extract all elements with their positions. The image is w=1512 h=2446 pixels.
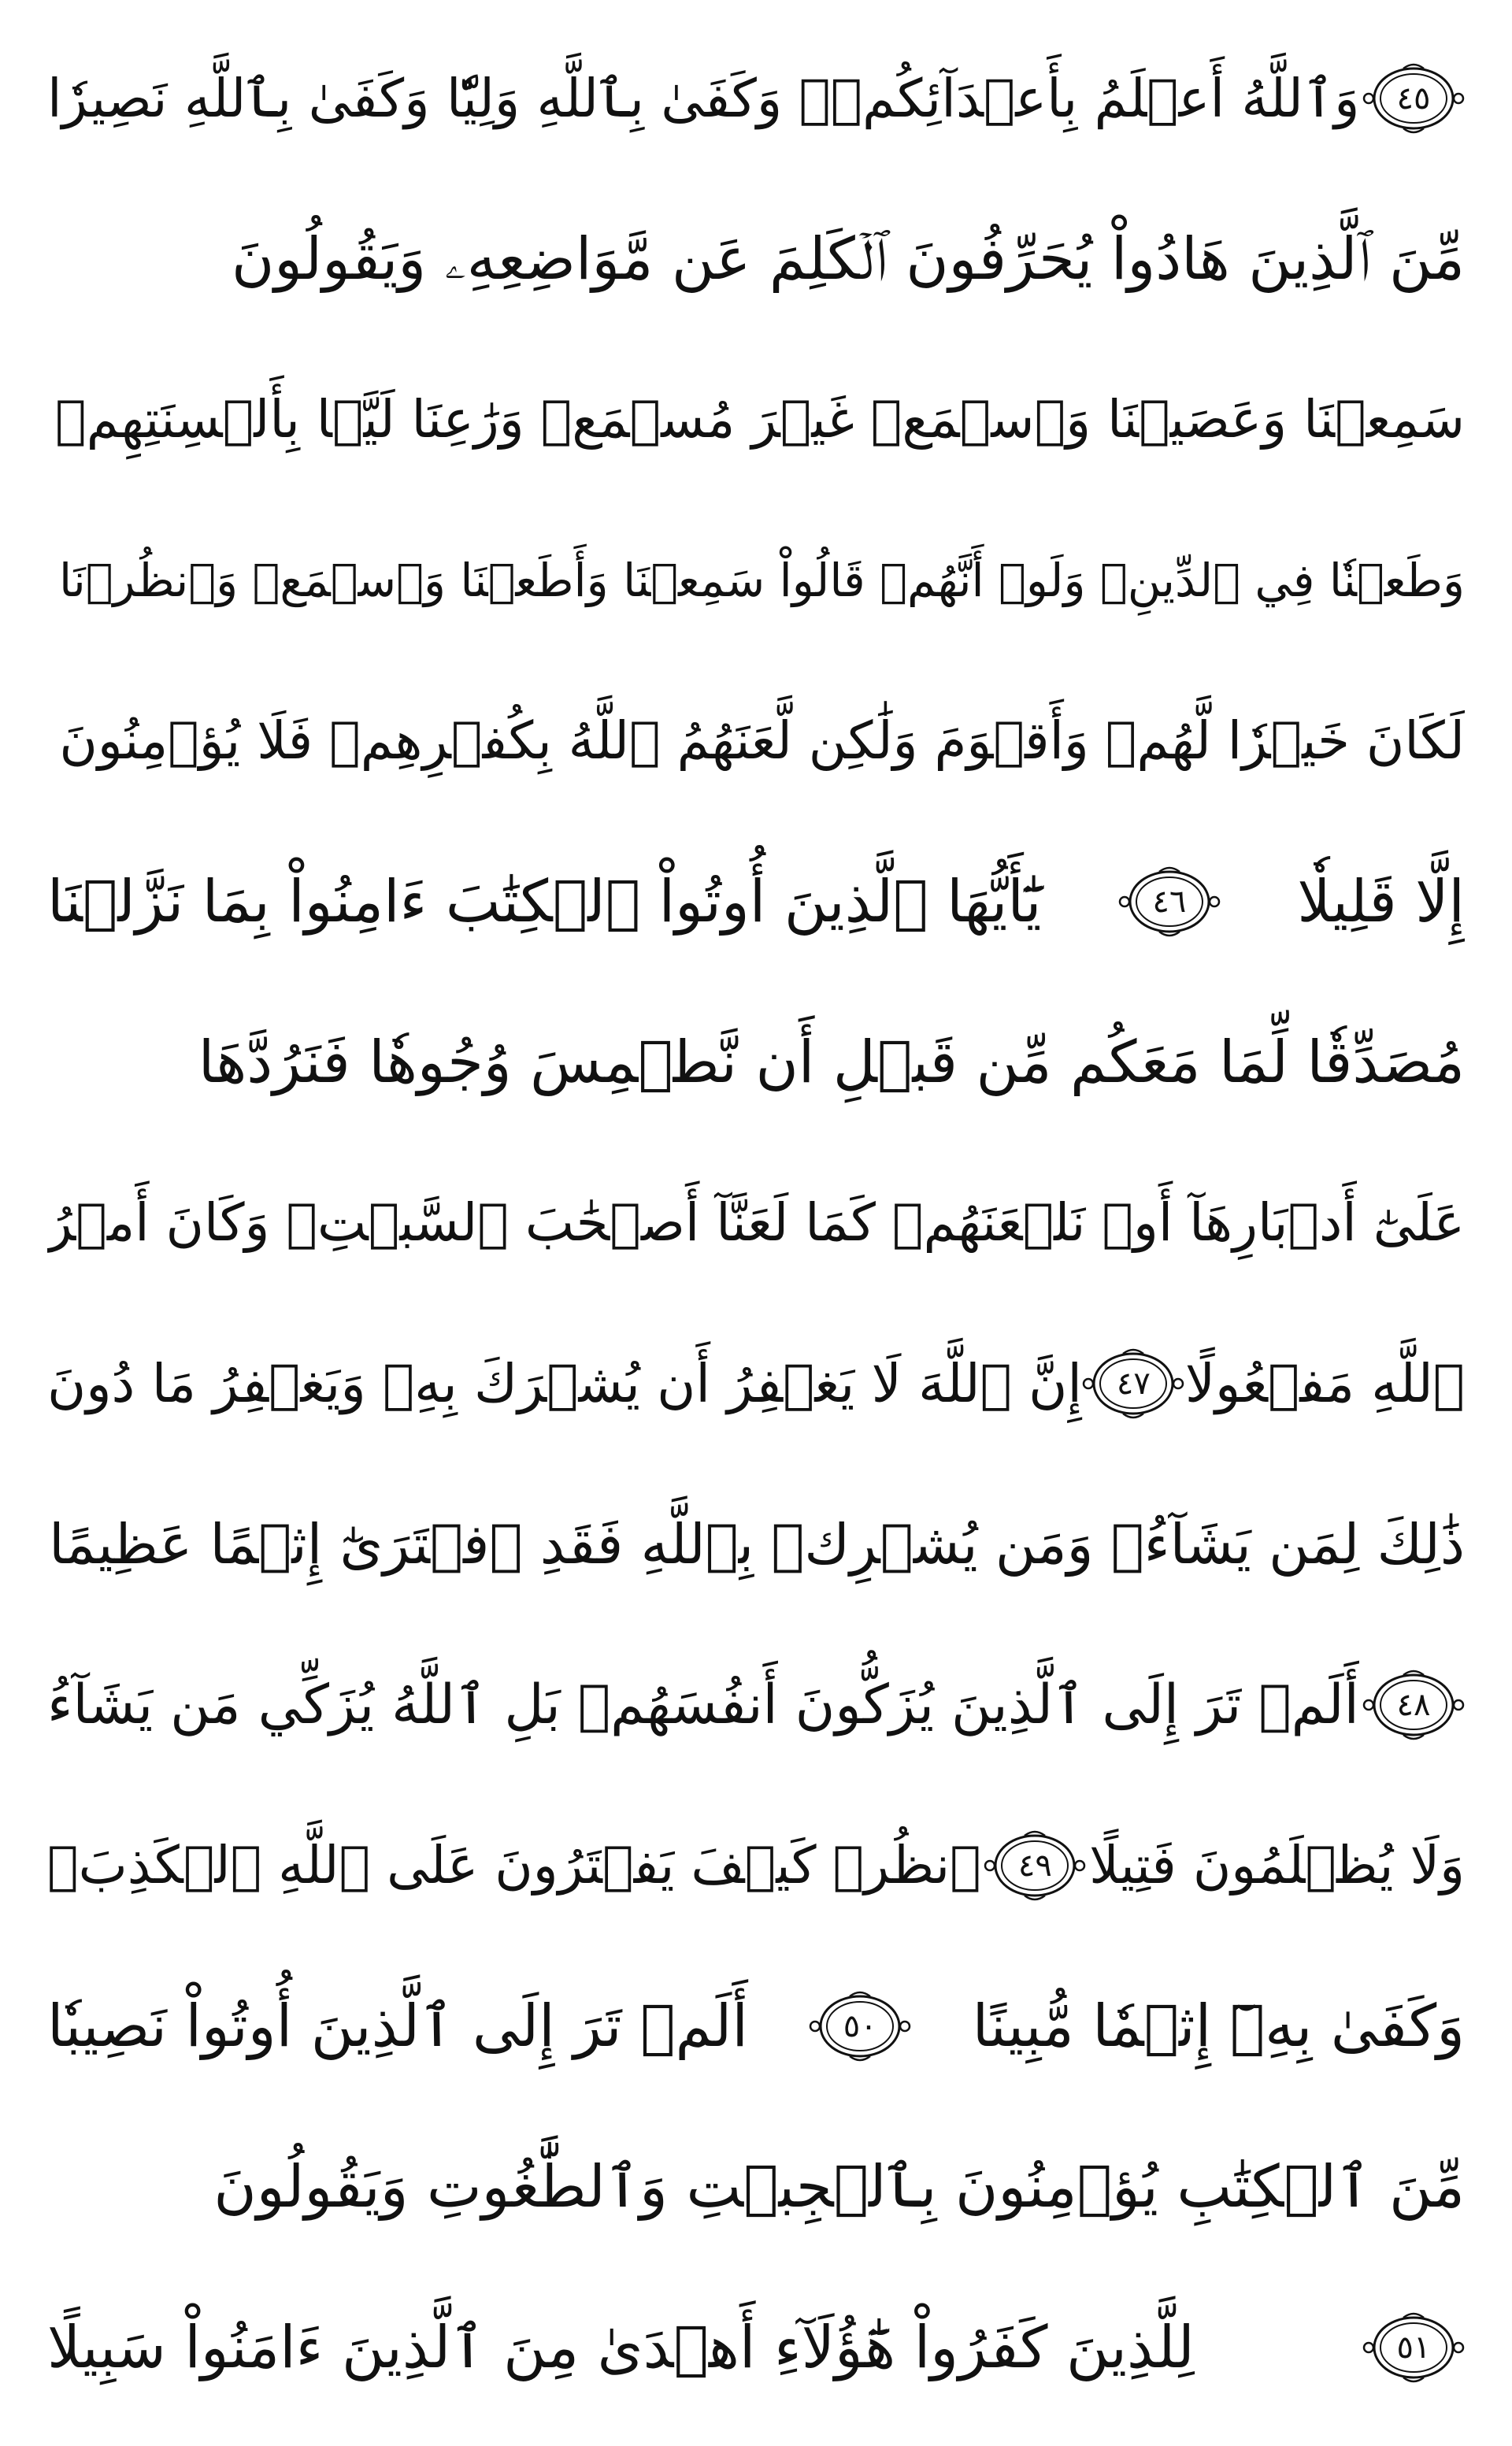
verse-line — [47, 2273, 1465, 2422]
verse-text: مِّنَ ٱلَّذِينَ هَادُواْ يُحَرِّفُونَ ٱلۡكَلِمَ عَن مَّوَاضِعِهِۦ وَيَقُولُونَ — [231, 225, 1465, 293]
ayah-end-marker — [809, 1988, 911, 2064]
verse-lines — [47, 24, 1465, 2422]
verse-line — [47, 1951, 1465, 2101]
ayah-end-marker — [1082, 1346, 1184, 1421]
verse-line — [47, 506, 1465, 655]
verse-line — [47, 2112, 1465, 2262]
verse-text: مُصَدِّقٗا لِّمَا مَعَكُم مِّن قَبۡلِ أَن نَّطۡمِسَ وُجُوهٗا فَنَرُدَّهَا — [198, 1028, 1465, 1096]
verse-line — [47, 1148, 1465, 1298]
ayah-number: ٤٩ — [1017, 1847, 1052, 1884]
verse-line — [47, 184, 1465, 334]
verse-line — [47, 24, 1465, 173]
verse-line — [47, 345, 1465, 495]
ayah-end-marker — [1362, 1667, 1465, 1743]
verse-text: إِلَّا قَلِيلٗا — [1297, 868, 1465, 936]
ayah-end-marker — [1118, 864, 1221, 939]
verse-line — [47, 988, 1465, 1137]
verse-text: يَٰٓأَيُّهَا ٱلَّذِينَ أُوتُواْ ٱلۡكِتَٰبَ ءَامِنُواْ بِمَا نَزَّلۡنَا — [47, 868, 1042, 936]
verse-text: ذَٰلِكَ لِمَن يَشَآءُۚ وَمَن يُشۡرِكۡ بِٱللَّهِ فَقَدِ ٱفۡتَرَىٰٓ إِثۡمًا عَظِيمًا — [49, 1512, 1465, 1577]
verse-text: أَلَمۡ تَرَ إِلَى ٱلَّذِينَ يُزَكُّونَ أَنفُسَهُمۚ بَلِ ٱللَّهُ يُزَكِّي مَن يَشَآءُ — [47, 1673, 1359, 1736]
verse-text: لَكَانَ خَيۡرٗا لَّهُمۡ وَأَقۡوَمَ وَلَٰكِن لَّعَنَهُمُ ٱللَّهُ بِكُفۡرِهِمۡ فَلَا يُؤۡمِنُونَ — [59, 710, 1465, 771]
verse-text: وَلَا يُظۡلَمُونَ فَتِيلًا — [1089, 1835, 1465, 1896]
ayah-number: ٥٠ — [843, 2008, 877, 2044]
verse-text: وَكَفَىٰ بِهِۦٓ إِثۡمٗا مُّبِينًا — [972, 1992, 1465, 2060]
verse-line — [47, 1791, 1465, 1940]
verse-text: ٱللَّهِ مَفۡعُولًا — [1184, 1353, 1465, 1414]
ayah-number: ٤٨ — [1396, 1687, 1431, 1723]
verse-text: لِلَّذِينَ كَفَرُواْ هَٰٓؤُلَآءِ أَهۡدَىٰ مِنَ ٱلَّذِينَ ءَامَنُواْ سَبِيلًا — [47, 2314, 1195, 2381]
verse-text: وَطَعۡنٗا فِي ٱلدِّينِۚ وَلَوۡ أَنَّهُمۡ قَالُواْ سَمِعۡنَا وَأَطَعۡنَا وَٱسۡمَعۡ وَٱنظُرۡنَا — [58, 554, 1465, 607]
ayah-number: ٤٥ — [1396, 80, 1431, 117]
verse-line — [47, 666, 1465, 816]
ayah-number: ٥١ — [1396, 2329, 1431, 2366]
verse-line — [47, 827, 1465, 977]
verse-line — [47, 1630, 1465, 1780]
ayah-number: ٤٧ — [1116, 1366, 1151, 1402]
verse-text: سَمِعۡنَا وَعَصَيۡنَا وَٱسۡمَعۡ غَيۡرَ مُسۡمَعٖ وَرَٰعِنَا لَيَّۢا بِأَلۡسِنَتِهِمۡ — [54, 389, 1465, 450]
verse-text: عَلَىٰٓ أَدۡبَارِهَآ أَوۡ نَلۡعَنَهُمۡ كَمَا لَعَنَّآ أَصۡحَٰبَ ٱلسَّبۡتِۚ وَكَانَ أَمۡرُ — [47, 1192, 1465, 1253]
verse-text: أَلَمۡ تَرَ إِلَى ٱلَّذِينَ أُوتُواْ نَصِيبٗا — [47, 1992, 748, 2060]
verse-text: وَٱللَّهُ أَعۡلَمُ بِأَعۡدَآئِكُمۡۚ وَكَفَىٰ بِٱللَّهِ وَلِيّٗا وَكَفَىٰ بِٱللَّهِ نَصِيرٗا — [47, 68, 1360, 129]
verse-text: إِنَّ ٱللَّهَ لَا يَغۡفِرُ أَن يُشۡرَكَ بِهِۦ وَيَغۡفِرُ مَا دُونَ — [47, 1353, 1082, 1414]
ayah-number: ٤٦ — [1152, 884, 1187, 920]
verse-line — [47, 1309, 1465, 1458]
ayah-end-marker — [984, 1828, 1086, 1903]
verse-text: ٱنظُرۡ كَيۡفَ يَفۡتَرُونَ عَلَى ٱللَّهِ ٱلۡكَذِبَۖ — [47, 1835, 981, 1896]
verse-text: مِّنَ ٱلۡكِتَٰبِ يُؤۡمِنُونَ بِٱلۡجِبۡتِ وَٱلطَّٰغُوتِ وَيَقُولُونَ — [213, 2153, 1465, 2221]
ayah-end-marker — [1362, 61, 1465, 136]
ayah-end-marker — [1362, 2310, 1465, 2385]
verse-line — [47, 1469, 1465, 1619]
